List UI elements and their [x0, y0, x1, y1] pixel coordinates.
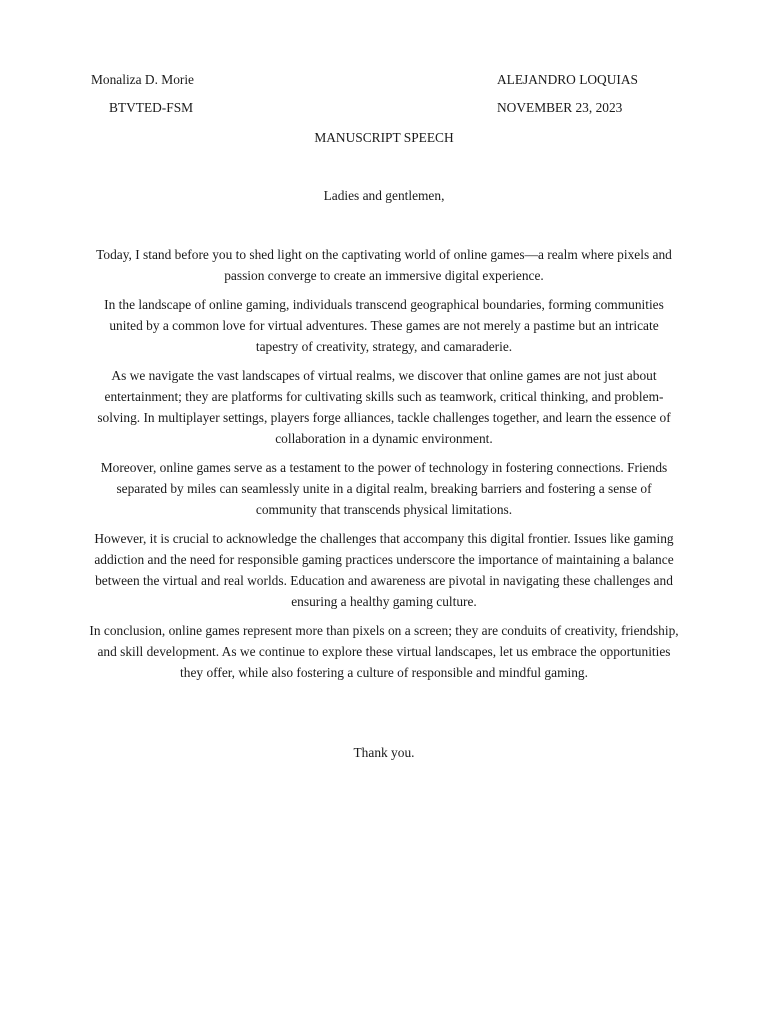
paragraph-intro: Today, I stand before you to shed light on the captivating world of online games—a realm where pixels and passion converge to create an immersive digital experience. [96, 247, 672, 283]
author-name: Monaliza D. Morie [91, 72, 195, 87]
paragraph-skills: As we navigate the vast landscapes of virtual realms, we discover that online games are not just about entertainment; they are platforms for cultivating skills such as teamwork, critical thinking, and problem-solving. In multiplayer settings, players forge alliances, tackle challenges together, and learn the essence of collaboration in a dynamic environment. [97, 368, 671, 446]
document-date: NOVEMBER 23, 2023 [497, 100, 623, 115]
closing-line: Thank you. [353, 745, 415, 760]
paragraph-challenges: However, it is crucial to acknowledge the challenges that accompany this digital frontier. Issues like gaming addiction and the need for responsible gaming practices underscore the importance of maintaining a balance between the virtual and real worlds. Education and awareness are pivotal in navigating these challenges and ensuring a healthy gaming culture. [94, 531, 674, 609]
paragraph-connections: Moreover, online games serve as a testament to the power of technology in fostering connections. Friends separated by miles can seamlessly unite in a digital realm, breaking barriers and fostering a sense of community that transcends physical limitations. [100, 460, 668, 517]
paragraph-community: In the landscape of online gaming, individuals transcend geographical boundaries, forming communities united by a common love for virtual adventures. These games are not merely a pastime but an intricate tapestry of creativity, strategy, and camaraderie. [104, 297, 664, 354]
instructor-name: ALEJANDRO LOQUIAS [497, 72, 638, 87]
document-title: MANUSCRIPT SPEECH [314, 130, 454, 145]
salutation: Ladies and gentlemen, [323, 188, 445, 203]
speech-body [88, 244, 680, 691]
paragraph-conclusion: In conclusion, online games represent more than pixels on a screen; they are conduits of creativity, friendship, and skill development. As we continue to explore these virtual landscapes, let us embrace the opportunities they offer, while also fostering a culture of responsible and mindful gaming. [89, 623, 679, 680]
program-name: BTVTED-FSM [109, 100, 194, 115]
